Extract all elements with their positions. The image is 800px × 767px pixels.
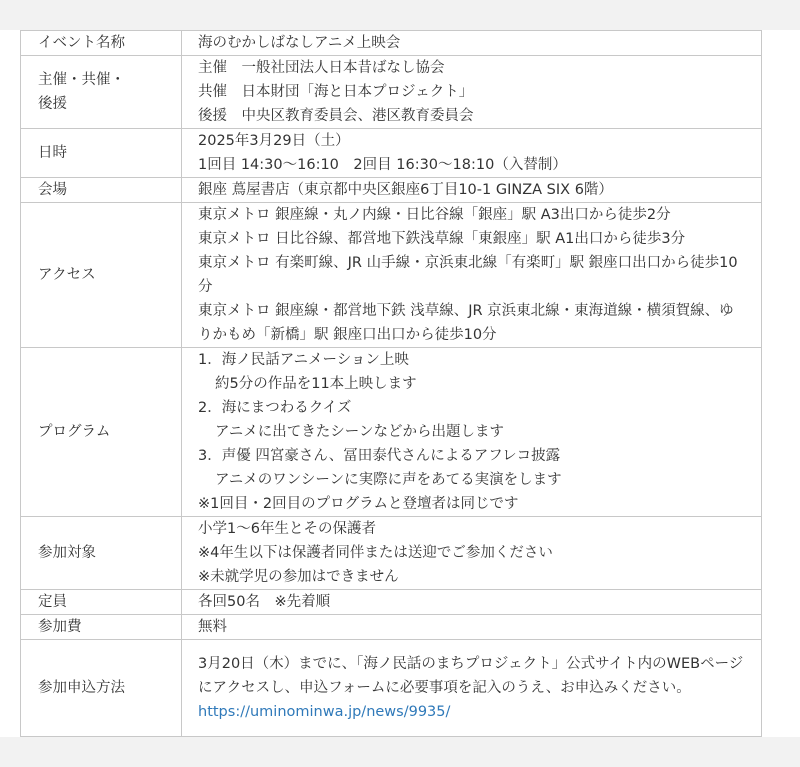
program-item: 3．声優 四宮豪さん、冨田泰代さんによるアフレコ披露 — [198, 448, 561, 464]
access-line: 東京メトロ 銀座線・都営地下鉄 浅草線、JR 京浜東北線・東海道線・横須賀線、ゆりかもめ「新橋」駅 銀座口出口から徒歩10分 — [198, 303, 734, 343]
event-name-label: イベント名称 — [21, 31, 182, 56]
access-line: 東京メトロ 銀座線・丸ノ内線・日比谷線「銀座」駅 A3出口から徒歩2分 — [198, 207, 671, 223]
audience-label: 参加対象 — [21, 517, 182, 590]
organizers-label — [21, 56, 182, 129]
table-row-capacity — [21, 590, 762, 615]
program-note: ※1回目・2回目のプログラムと登壇者は同じです — [198, 496, 519, 512]
program-label: プログラム — [21, 348, 182, 517]
audience-value — [182, 517, 762, 590]
event-name-value: 海のむかしばなしアニメ上映会 — [182, 31, 762, 56]
table-row-venue — [21, 178, 762, 203]
organizer-line-host: 主催 一般社団法人日本昔ばなし協会 — [198, 60, 445, 76]
audience-note: ※未就学児の参加はできません — [198, 569, 399, 585]
apply-instructions: 3月20日（木）までに、「海ノ民話のまちプロジェクト」公式サイト内のWEBページにアクセスし、申込フォームに必要事項を記入のうえ、お申込みください。 — [198, 656, 744, 696]
organizer-line-cohost: 共催 日本財団「海と日本プロジェクト」 — [198, 84, 474, 100]
program-value — [182, 348, 762, 517]
datetime-sessions: 1回目 14:30〜16:10 2回目 16:30〜18:10（入替制） — [198, 157, 567, 173]
table-row-event-name — [21, 31, 762, 56]
access-value — [182, 203, 762, 348]
table-row-program — [21, 348, 762, 517]
apply-link[interactable]: https://uminominwa.jp/news/9935/ — [198, 704, 451, 720]
fee-label: 参加費 — [21, 615, 182, 640]
access-line: 東京メトロ 日比谷線、都営地下鉄浅草線「東銀座」駅 A1出口から徒歩3分 — [198, 231, 686, 247]
access-label: アクセス — [21, 203, 182, 348]
event-info-table — [20, 30, 762, 737]
program-item: 1．海ノ民話アニメーション上映 — [198, 352, 409, 368]
datetime-value — [182, 129, 762, 178]
fee-value: 無料 — [182, 615, 762, 640]
table-row-fee — [21, 615, 762, 640]
table-row-access — [21, 203, 762, 348]
audience-line: 小学1〜6年生とその保護者 — [198, 521, 376, 537]
organizers-label-line: 後援 — [38, 96, 67, 112]
capacity-value: 各回50名 ※先着順 — [182, 590, 762, 615]
organizers-value — [182, 56, 762, 129]
table-row-datetime — [21, 129, 762, 178]
table-row-organizers — [21, 56, 762, 129]
program-item-detail: アニメのワンシーンに実際に声をあてる実演をします — [215, 472, 562, 488]
table-row-audience — [21, 517, 762, 590]
venue-label: 会場 — [21, 178, 182, 203]
table-row-apply — [21, 640, 762, 737]
program-item-detail: 約5分の作品を11本上映します — [215, 376, 417, 392]
program-item: 2．海にまつわるクイズ — [198, 400, 352, 416]
apply-label: 参加申込方法 — [21, 640, 182, 737]
datetime-label: 日時 — [21, 129, 182, 178]
datetime-date: 2025年3月29日（土） — [198, 133, 350, 149]
capacity-label: 定員 — [21, 590, 182, 615]
venue-value: 銀座 蔦屋書店（東京都中央区銀座6丁目10-1 GINZA SIX 6階） — [182, 178, 762, 203]
organizers-label-line: 主催・共催・ — [38, 72, 125, 88]
program-item-detail: アニメに出てきたシーンなどから出題します — [215, 424, 504, 440]
access-line: 東京メトロ 有楽町線、JR 山手線・京浜東北線「有楽町」駅 銀座口出口から徒歩10分 — [198, 255, 738, 295]
apply-value — [182, 640, 762, 737]
audience-note: ※4年生以下は保護者同伴または送迎でご参加ください — [198, 545, 553, 561]
organizer-line-support: 後援 中央区教育委員会、港区教育委員会 — [198, 108, 474, 124]
